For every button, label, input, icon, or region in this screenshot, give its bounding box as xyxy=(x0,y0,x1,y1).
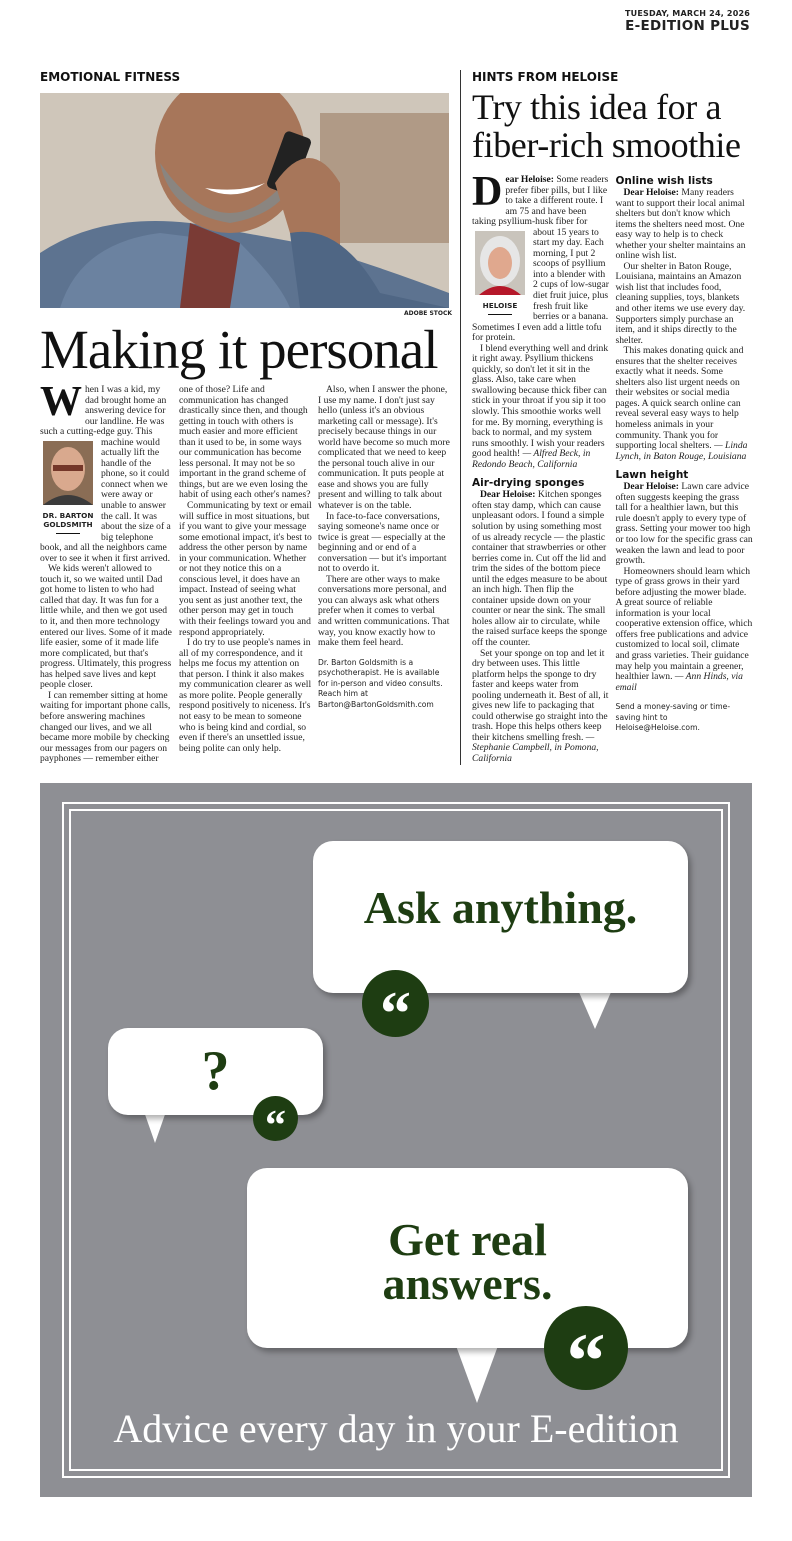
paragraph-text: I blend everything well and drink it right away. Psyllium thickens quickly, so don't let it sit in the glass. Also, take care when swallowing because thick fiber can stick in your throat if you sip it too slowly. This smoothie works well for me. By morning, everything is back to normal, and my system runs smoothly. I wish your readers good health! xyxy=(472,342,609,460)
letter-paragraph xyxy=(616,567,754,694)
author-photo xyxy=(43,441,93,505)
article-body xyxy=(40,379,451,767)
subhead: Air-drying sponges xyxy=(472,477,585,490)
submission-note: Send a money-saving or time-saving hint to Heloise@Heloise.com. xyxy=(615,702,731,733)
article-paragraph: I do try to use people's names in all of my correspondence, and it helps me focus my attention on that person. I think it also makes my communication clearer as well as more polite. People generally respond positively to niceness. It's not easy to be mean to someone who is being kind and cordial, so even if there's an unsettled issue, being polite can only help. xyxy=(179,637,312,754)
column-divider xyxy=(460,70,461,765)
quote-icon: “ xyxy=(362,970,429,1037)
lead-in: Dear Heloise: xyxy=(623,481,680,493)
subhead: Lawn height xyxy=(615,469,689,482)
author-bio: Dr. Barton Goldsmith is a psychotherapist. He is available for in-person and video consults. Reach him at Barton@BartonGoldsmith.com xyxy=(318,657,443,709)
paragraph-text: hen I was a kid, my dad brought home an answering device for our landline. He was such a cutting-edge guy. This xyxy=(40,384,167,438)
drop-cap: W xyxy=(40,379,82,425)
lead-in: Dear Heloise: xyxy=(623,187,680,198)
quote-icon: “ xyxy=(253,1096,298,1141)
speech-bubble-question: ? xyxy=(108,1028,323,1115)
article-paragraph: We kids weren't allowed to touch it, so we waited until Dad got home to listen to who had called that day. It was fun for a little while, and then we got used to it, and then more technology entered our lives. Some of it made life easier, some of it made life more complicated, but that's progress. Ultimately, this progress has helped save lives and kept people closer. xyxy=(40,563,172,691)
speech-bubble-ask: Ask anything. xyxy=(313,841,688,993)
letter-paragraph xyxy=(472,169,610,344)
paragraph-text: Lawn care advice often suggests keeping the grass tall for a healthier lawn, but this rule doesn't apply to every type of grass. Setting your mower too high or too low for the specific grass can weaken the lawn and lead to poor growth. xyxy=(615,481,753,567)
article-paragraph: There are other ways to make conversations more personal, and you can always ask what others prefer when it comes to verbal and written communications. That way, you know exactly how to make them feel heard. xyxy=(318,573,450,649)
letter-paragraph: Our shelter in Baton Rouge, Louisiana, maintains an Amazon wish list that includes food, cleaning supplies, toys, blankets and other items we use every day. Supporters simply purchase an item, and it ships directly to the shelter. xyxy=(615,260,746,346)
article-paragraph: Communicating by text or email will suffice in most situations, but if you want to give your message some emotional impact, it's best to address the other person by name in your communication. Whether or not they notice this on a conscious level, it does have an impact. Instead of seeing what you sent as just another text, the other person may get in touch with their feelings toward you and respond appropriately. xyxy=(179,500,312,638)
article-paragraph xyxy=(40,379,173,564)
paragraph-text: Set your sponge on top and let it dry between uses. This little platform helps the sponge to dry faster and keeps water from pooling underneath it. Best of all, it gives new life to packaging that could otherwise go straight into the trash. Hope this helps others keep their kitchens smelling fresh. xyxy=(472,647,609,743)
signature: — Stephanie Campbell, in Pomona, California xyxy=(472,731,599,764)
author-photo xyxy=(475,231,525,295)
article-paragraph: Also, when I answer the phone, I use my name. I don't just say hello (unless it's an obvious marketing call or message). It's precisely because things in our world have become so much more complicated that we need to keep the personal touch alive in our communication. It puts people at ease and shows you are fully present and willing to talk about whatever is on the table. xyxy=(318,384,450,512)
paragraph-text: Many readers want to support their local animal shelters but don't know which items the shelters need most. One easy way to help is to check whether your shelter maintains an online wish list. xyxy=(615,187,746,262)
divider xyxy=(488,314,512,315)
paragraph-text: Kitchen sponges often stay damp, which can cause unpleasant odors. I found a simple solution by using something most of us already recycle — the plastic container that strawberries or other berries come in. Cut off the lid and trim the sides of the bottom piece until the edges measure to be about an inch high. Then flip the container upside down on your counter or near the sink. The small holes allow air to circulate, while the raised surface keeps the sponge off the counter. xyxy=(472,489,608,648)
letter-paragraph xyxy=(472,490,610,648)
divider xyxy=(56,533,80,534)
signature: — Ann Hinds, via email xyxy=(615,671,743,693)
issue-date: TUESDAY, MARCH 24, 2026 xyxy=(624,9,750,18)
bubble-tail xyxy=(455,1343,499,1403)
author-figure xyxy=(472,231,528,320)
speech-bubble-answers: Get real answers. xyxy=(247,1168,688,1348)
letter-paragraph xyxy=(616,482,754,566)
quote-icon: “ xyxy=(544,1306,628,1390)
author-name: DR. BARTON GOLDSMITH xyxy=(42,511,94,530)
paragraph-text: Homeowners should learn which type of grass grows in their yard before adjusting the mower blade. A great source of reliable information is your local cooperative extension office, which offers free publications and advice customized to local soil, climate and grass varieties. Their guidance may help you maintain a greener, healthier lawn. xyxy=(615,565,753,683)
heloise-body xyxy=(472,169,753,767)
photo-credit: ADOBE STOCK xyxy=(404,310,453,317)
heloise-headline: Try this idea for a fiber-rich smoothie xyxy=(472,87,741,165)
lead-in: Dear Heloise: xyxy=(480,489,536,501)
subhead: Online wish lists xyxy=(615,175,713,187)
author-name: HELOISE xyxy=(482,301,518,311)
edition-title: E-EDITION PLUS xyxy=(625,18,750,34)
section-kicker-heloise: HINTS FROM HELOISE xyxy=(472,70,619,84)
section-kicker-emotional-fitness: EMOTIONAL FITNESS xyxy=(40,70,181,84)
paragraph-text: Some readers prefer fiber pills, but I like to take a different route. I am 75 and have been taking psyllium-husk fiber for about 15 xyxy=(472,174,609,238)
article-paragraph: In face-to-face conversations, saying someone's name once or twice is great — especially at the beginning and or end of a conversation — but it's important not to overdo it. xyxy=(318,510,447,575)
signature: — Linda Lynch, in Baton Rouge, Louisiana xyxy=(615,440,748,462)
article-photo xyxy=(40,93,449,308)
letter-paragraph xyxy=(616,346,754,462)
author-figure xyxy=(40,441,96,539)
ad-tagline: Advice every day in your E-edition xyxy=(113,1406,679,1451)
signature: — Alfred Beck, in Redondo Beach, California xyxy=(472,448,591,470)
letter-paragraph xyxy=(472,344,610,471)
letter-paragraph xyxy=(616,188,754,262)
article-headline: Making it personal xyxy=(40,319,438,380)
drop-cap: D xyxy=(472,169,503,215)
article-paragraph: I can remember sitting at home waiting for important phone calls, before answering machines changed our lives, and we all became more mobile by checking our messages from our pagers on payphones — remember either one of those? Life and communication has changed drastically since then, and though getting in touch with others is much easier and more efficient than it used to be, in some ways our communication has become less personal. It may not be so important in the grand scheme of things, but are we even losing the habit of using each other's names? xyxy=(40,384,311,765)
e-edition-ad[interactable] xyxy=(40,783,752,1497)
paragraph-text: machine would actually lift the handle of the phone, so it could connect when we were away or unable to answer the call. It was about the size of a big telephone book, and all the neighbors came over to see it when it first arrived. xyxy=(40,436,171,564)
paragraph-text: years to start my day. Each morning, I put 2 scoops of psyllium into a blender with 2 cups of low-sugar diet fruit juice, plus fresh fruit like berries or a banana. Sometimes I even add a little tofu for protein. xyxy=(472,226,609,344)
letter-paragraph xyxy=(472,649,610,765)
lead-in: ear Heloise: xyxy=(505,174,554,185)
paragraph-text: This makes donating quick and ensures that the shelter receives exactly what it needs. Some shelters also list urgent needs on their websites or social media pages. A quick search online can reveal several easy ways to help homeless animals in your community. Thank you for supporting local shelters. xyxy=(615,345,744,452)
